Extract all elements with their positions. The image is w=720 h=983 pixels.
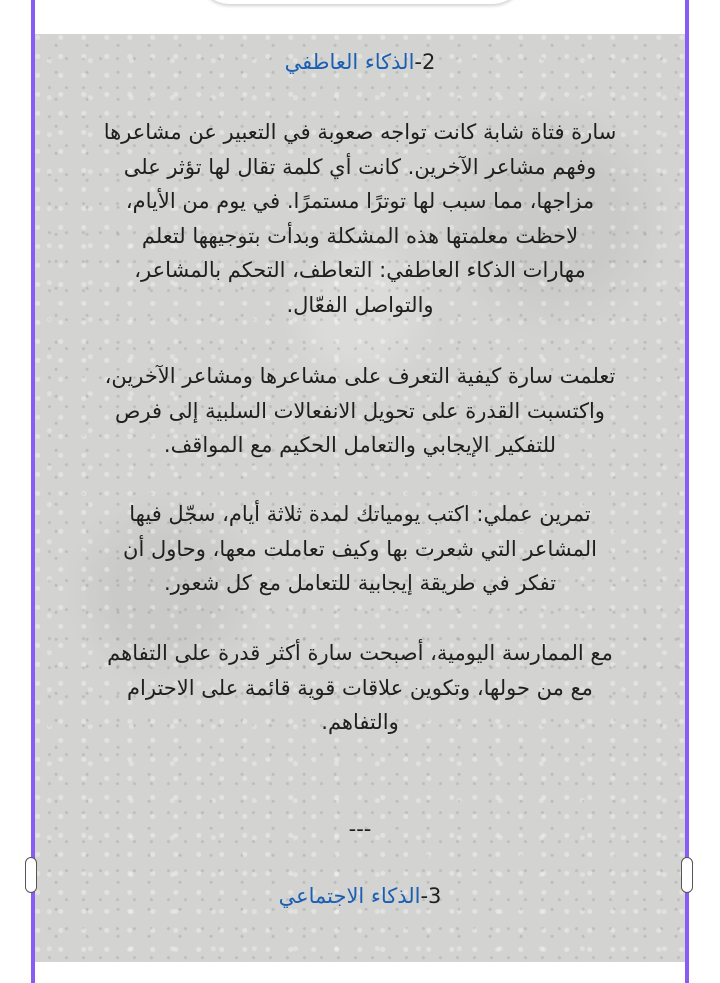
resize-handle-left[interactable]	[25, 857, 37, 893]
section-number: 3-	[420, 884, 442, 908]
text-canvas[interactable]	[35, 34, 685, 962]
separator: ---	[348, 817, 372, 841]
section-title-link[interactable]: الذكاء الاجتماعي	[278, 884, 421, 908]
resize-handle-right[interactable]	[681, 857, 693, 893]
paragraph-conclusion: مع الممارسة اليومية، أصبحت سارة أكثر قدرة على التفاهم مع من حولها، وتكوين علاقات قوية قائمة على الاحترام والتفاهم.	[107, 641, 613, 734]
top-tab	[196, 0, 526, 4]
selection-border-left	[31, 0, 35, 983]
bottom-mask	[35, 962, 685, 983]
section-heading-3	[35, 879, 685, 913]
selection-border-right	[685, 0, 689, 983]
paragraph-exercise: تمرين عملي: اكتب يومياتك لمدة ثلاثة أيام، سجّل فيها المشاعر التي شعرت بها وكيف تعاملت معها، وحاول أن تفكر في طريقة إيجابية للتعامل مع كل شعور.	[123, 502, 597, 595]
section-title-link[interactable]: الذكاء العاطفي	[284, 50, 415, 74]
section-heading-2	[35, 45, 685, 79]
paragraph-intro: سارة فتاة شابة كانت تواجه صعوبة في التعبير عن مشاعرها وفهم مشاعر الآخرين. كانت أي كلمة تقال لها تؤثر على مزاجها، مما سبب لها توترًا مستمرًا. في يوم من الأيام، لاحظت معلمتها هذه المشكلة وبدأت بتوجيهها لتعلم مهارات الذكاء العاطفي: التعاطف، التحكم بالمشاعر، والتواصل الفعّال.	[103, 120, 617, 317]
section-number: 2-	[414, 50, 436, 74]
paragraph-learning: تعلمت سارة كيفية التعرف على مشاعرها ومشاعر الآخرين، واكتسبت القدرة على تحويل الانفعالات السلبية إلى فرص للتفكير الإيجابي والتعامل الحكيم مع المواقف.	[104, 364, 616, 457]
